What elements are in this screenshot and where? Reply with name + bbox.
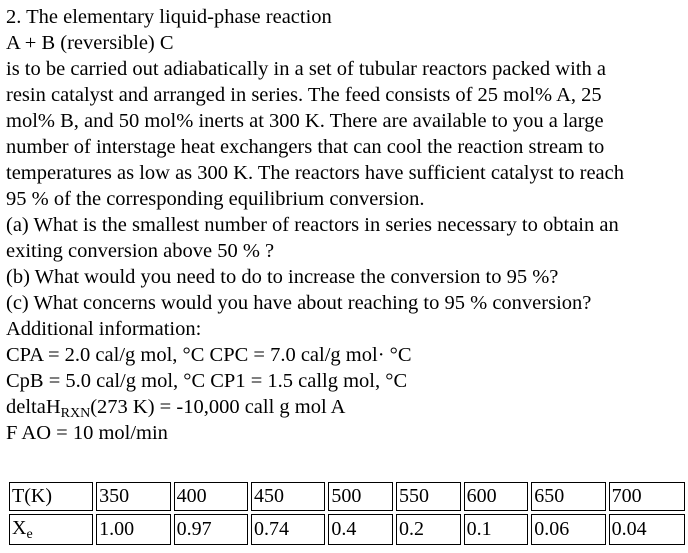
conversion-subscript: e [26,527,33,542]
heat-of-reaction-prefix: deltaH [6,396,61,418]
question-b: (b) What would you need to do to increase the conversion to 95 %? [6,266,559,288]
temperature-cell: 400 [174,482,248,511]
conversion-cell: 0.97 [174,514,248,545]
heat-capacity-line-1: CPA = 2.0 cal/g mol, °C CPC = 7.0 cal/g mol· °C [6,344,412,366]
temperature-cell: 550 [396,482,461,511]
temperature-cell: 350 [96,482,170,511]
heat-capacity-line-2: CpB = 5.0 cal/g mol, °C CP1 = 1.5 callg mol, °C [6,370,408,392]
body-line-6: 95 % of the corresponding equilibrium conversion. [6,188,425,210]
temperature-cell: 600 [464,482,529,511]
heat-of-reaction-value: (273 K) = -10,000 call g mol A [90,396,346,418]
temperature-cell: 500 [328,482,393,511]
problem-title: 2. The elementary liquid-phase reaction [6,6,332,28]
body-line-1: is to be carried out adiabatically in a set of tubular reactors packed with a [6,58,606,80]
additional-info-heading: Additional information: [6,318,202,340]
conversion-row [9,514,685,545]
question-a-line-1: (a) What is the smallest number of reactors in series necessary to obtain an [6,214,619,236]
conversion-cell: 1.00 [96,514,170,545]
temperature-cell: 450 [251,482,325,511]
conversion-cell: 0.2 [396,514,461,545]
temperature-row [9,482,685,511]
equilibrium-conversion-table [6,479,688,548]
conversion-cell: 0.06 [531,514,605,545]
body-line-5: temperatures as low as 300 K. The reactors have sufficient catalyst to reach [6,162,624,184]
conversion-cell: 0.04 [609,514,685,545]
conversion-symbol: X [12,517,27,539]
heat-of-reaction [6,394,345,423]
conversion-header [9,514,93,545]
feed-rate: F AO = 10 mol/min [6,422,168,444]
temperature-header: T(K) [9,482,93,511]
temperature-cell: 650 [531,482,605,511]
body-line-4: number of interstage heat exchangers that can cool the reaction stream to [6,136,605,158]
conversion-cell: 0.74 [251,514,325,545]
question-c: (c) What concerns would you have about reaching to 95 % conversion? [6,292,592,314]
body-line-2: resin catalyst and arranged in series. The feed consists of 25 mol% A, 25 [6,84,602,106]
conversion-cell: 0.1 [464,514,529,545]
reaction-equation: A + B (reversible) C [6,32,174,54]
temperature-cell: 700 [609,482,685,511]
heat-of-reaction-subscript: RXN [60,406,91,421]
conversion-cell: 0.4 [328,514,393,545]
question-a-line-2: exiting conversion above 50 % ? [6,240,275,262]
body-line-3: mol% B, and 50 mol% inerts at 300 K. There are available to you a large [6,110,604,132]
